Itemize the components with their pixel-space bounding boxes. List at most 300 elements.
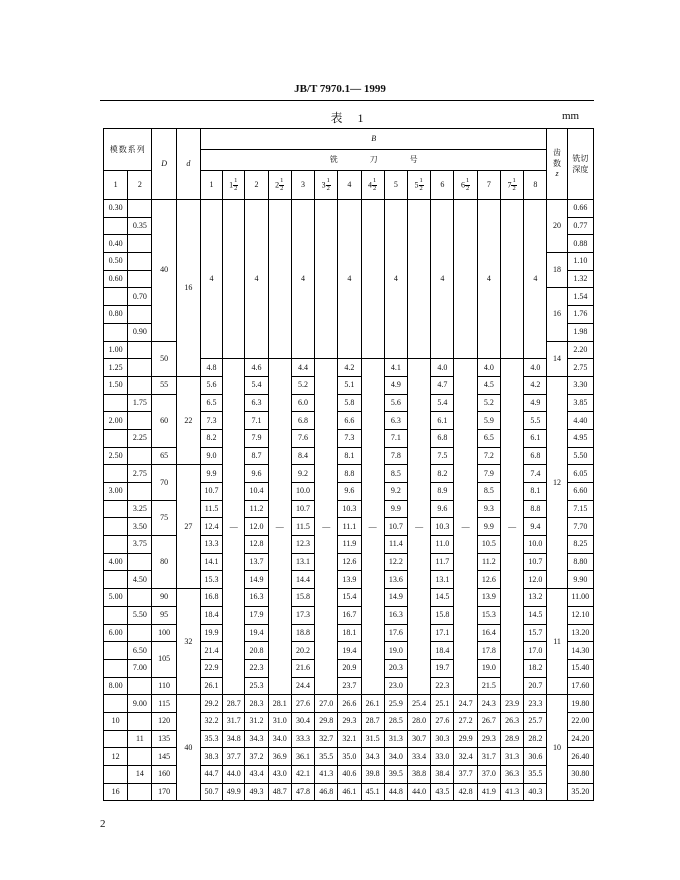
width-cell: 5.6 xyxy=(200,376,222,394)
width-cell: 4.4 xyxy=(291,359,314,377)
width-cell: 7.1 xyxy=(384,429,407,447)
cutter-number-header: 1 xyxy=(200,171,222,200)
depth-cell: 1.32 xyxy=(567,270,593,288)
width-cell: 4.9 xyxy=(384,376,407,394)
module-series-2-cell: 11 xyxy=(128,730,152,748)
width-cell: 8.4 xyxy=(291,447,314,465)
dash-cell: — xyxy=(454,359,477,695)
d-cell: 32 xyxy=(176,589,200,695)
width-cell: 38.8 xyxy=(408,766,431,784)
B-header: B xyxy=(200,129,547,150)
width-cell: 25.7 xyxy=(524,712,547,730)
width-cell: 4 xyxy=(524,200,547,359)
width-cell: 25.4 xyxy=(408,695,431,713)
width-cell: 7.9 xyxy=(477,465,500,483)
width-cell: 12.0 xyxy=(524,571,547,589)
width-cell: 10.0 xyxy=(524,536,547,554)
cutter-number-header: 4 xyxy=(338,171,361,200)
width-cell: 11.5 xyxy=(291,518,314,536)
module-series-1-cell: 10 xyxy=(104,712,128,730)
width-cell: 42.1 xyxy=(291,766,314,784)
module-series-2-cell: 14 xyxy=(128,766,152,784)
depth-cell: 5.50 xyxy=(567,447,593,465)
width-cell: 49.9 xyxy=(223,783,245,801)
module-series-2-cell xyxy=(128,748,152,766)
module-series-1-cell xyxy=(104,571,128,589)
width-cell: 7.1 xyxy=(245,412,268,430)
depth-cell: 1.98 xyxy=(567,323,593,341)
width-cell: 21.5 xyxy=(477,677,500,695)
module-series-1-cell xyxy=(104,465,128,483)
width-cell: 15.4 xyxy=(338,589,361,607)
width-cell: 36.3 xyxy=(500,766,523,784)
width-cell: 10.0 xyxy=(291,483,314,501)
depth-cell: 15.40 xyxy=(567,659,593,677)
width-cell: 37.2 xyxy=(245,748,268,766)
module-series-1-cell: 4.00 xyxy=(104,553,128,571)
module-series-1-cell: 5.00 xyxy=(104,589,128,607)
width-cell: 34.8 xyxy=(223,730,245,748)
width-cell: 35.0 xyxy=(338,748,361,766)
width-cell: 19.4 xyxy=(338,642,361,660)
depth-cell: 8.80 xyxy=(567,553,593,571)
depth-cell: 22.00 xyxy=(567,712,593,730)
width-cell: 34.3 xyxy=(361,748,384,766)
width-cell: 17.1 xyxy=(431,624,454,642)
module-series-1-cell: 2.50 xyxy=(104,447,128,465)
width-cell: 50.7 xyxy=(200,783,222,801)
width-cell: 8.1 xyxy=(524,483,547,501)
depth-cell: 26.40 xyxy=(567,748,593,766)
width-cell: 12.3 xyxy=(291,536,314,554)
module-series-2-cell xyxy=(128,624,152,642)
width-cell: 44.8 xyxy=(384,783,407,801)
depth-cell: 4.40 xyxy=(567,412,593,430)
width-cell: 32.2 xyxy=(200,712,222,730)
width-cell: 22.9 xyxy=(200,659,222,677)
module-series-1-cell: 16 xyxy=(104,783,128,801)
unit-label: mm xyxy=(562,110,580,122)
width-cell: 39.8 xyxy=(361,766,384,784)
D-cell: 120 xyxy=(152,712,176,730)
width-cell: 16.8 xyxy=(200,589,222,607)
width-cell: 5.6 xyxy=(384,394,407,412)
width-cell: 12.0 xyxy=(245,518,268,536)
width-cell: 37.7 xyxy=(223,748,245,766)
width-cell: 4 xyxy=(338,200,361,359)
width-cell: 12.8 xyxy=(245,536,268,554)
width-cell: 29.3 xyxy=(338,712,361,730)
teeth-header: 齿数 z xyxy=(547,129,567,200)
width-cell: 20.8 xyxy=(245,642,268,660)
width-cell: 16.3 xyxy=(384,606,407,624)
width-cell: 9.2 xyxy=(291,465,314,483)
module-series-1-cell: 0.30 xyxy=(104,200,128,218)
teeth-cell: 14 xyxy=(547,341,567,376)
width-cell: 12.6 xyxy=(338,553,361,571)
width-cell: 27.2 xyxy=(454,712,477,730)
width-cell: 17.3 xyxy=(291,606,314,624)
width-cell: 12.2 xyxy=(384,553,407,571)
width-cell: 37.0 xyxy=(477,766,500,784)
module-series-2-cell: 1.75 xyxy=(128,394,152,412)
depth-cell: 1.76 xyxy=(567,306,593,324)
depth-cell: 17.60 xyxy=(567,677,593,695)
width-cell: 18.8 xyxy=(291,624,314,642)
module-series-2-cell: 3.75 xyxy=(128,536,152,554)
width-cell: 27.0 xyxy=(315,695,338,713)
width-cell: 26.7 xyxy=(477,712,500,730)
width-cell: 31.3 xyxy=(500,748,523,766)
width-cell: 26.1 xyxy=(200,677,222,695)
width-cell: 29.9 xyxy=(454,730,477,748)
width-cell: 6.8 xyxy=(524,447,547,465)
width-cell: 44.0 xyxy=(408,783,431,801)
module-series-2-cell xyxy=(128,712,152,730)
width-cell: 22.3 xyxy=(431,677,454,695)
width-cell: 7.4 xyxy=(524,465,547,483)
width-cell: 6.0 xyxy=(291,394,314,412)
width-cell: 44.7 xyxy=(200,766,222,784)
width-cell: 9.0 xyxy=(200,447,222,465)
width-cell: 19.7 xyxy=(431,659,454,677)
width-cell: 17.6 xyxy=(384,624,407,642)
width-cell: 17.8 xyxy=(477,642,500,660)
series-2-header: 2 xyxy=(128,171,152,200)
width-cell: 7.8 xyxy=(384,447,407,465)
width-cell: 9.9 xyxy=(200,465,222,483)
width-cell: 8.1 xyxy=(338,447,361,465)
width-cell: 13.6 xyxy=(384,571,407,589)
depth-cell: 4.95 xyxy=(567,429,593,447)
module-series-2-cell: 9.00 xyxy=(128,695,152,713)
width-cell: 6.8 xyxy=(431,429,454,447)
width-cell: 4.0 xyxy=(477,359,500,377)
table-row xyxy=(104,695,594,713)
cutter-number-header: 5 xyxy=(384,171,407,200)
width-cell: 6.3 xyxy=(384,412,407,430)
width-cell: 9.6 xyxy=(431,500,454,518)
module-series-1-cell xyxy=(104,217,128,235)
D-cell: 170 xyxy=(152,783,176,801)
width-cell: 11.2 xyxy=(245,500,268,518)
width-cell: 4 xyxy=(245,200,268,359)
width-cell: 4 xyxy=(431,200,454,359)
module-series-1-cell: 6.00 xyxy=(104,624,128,642)
width-cell: 4.0 xyxy=(431,359,454,377)
width-cell: 23.3 xyxy=(524,695,547,713)
dash-cell: — xyxy=(361,359,384,695)
width-cell: 15.3 xyxy=(200,571,222,589)
width-cell: 30.3 xyxy=(431,730,454,748)
module-series-2-cell: 0.90 xyxy=(128,323,152,341)
depth-cell: 35.20 xyxy=(567,783,593,801)
D-cell: 90 xyxy=(152,589,176,607)
width-cell: 8.7 xyxy=(245,447,268,465)
width-cell: 11.1 xyxy=(338,518,361,536)
module-series-2-cell: 6.50 xyxy=(128,642,152,660)
cutter-number-header: 5 $\frac{1}{2}$ xyxy=(408,171,431,200)
module-series-2-cell xyxy=(128,253,152,271)
module-series-2-cell xyxy=(128,589,152,607)
module-series-1-cell: 2.00 xyxy=(104,412,128,430)
D-cell: 95 xyxy=(152,606,176,624)
width-cell: 18.4 xyxy=(431,642,454,660)
width-cell: 10.3 xyxy=(338,500,361,518)
depth-cell: 14.30 xyxy=(567,642,593,660)
width-cell: 38.4 xyxy=(431,766,454,784)
module-series-2-cell xyxy=(128,376,152,394)
header-rule xyxy=(100,100,594,101)
width-cell: 18.2 xyxy=(524,659,547,677)
module-series-1-cell xyxy=(104,518,128,536)
width-cell: 11.0 xyxy=(431,536,454,554)
width-cell: 7.5 xyxy=(431,447,454,465)
width-cell: 13.1 xyxy=(431,571,454,589)
width-cell: 15.7 xyxy=(524,624,547,642)
width-cell: 11.9 xyxy=(338,536,361,554)
D-cell: 100 xyxy=(152,624,176,642)
width-cell: 7.6 xyxy=(291,429,314,447)
width-cell: 15.8 xyxy=(291,589,314,607)
width-cell: 10.3 xyxy=(431,518,454,536)
width-cell: 40.3 xyxy=(524,783,547,801)
width-cell: 25.3 xyxy=(245,677,268,695)
width-cell: 4 xyxy=(200,200,222,359)
width-cell-empty xyxy=(223,200,245,359)
width-cell: 13.1 xyxy=(291,553,314,571)
module-series-1-cell xyxy=(104,659,128,677)
depth-cell: 3.85 xyxy=(567,394,593,412)
D-cell: 65 xyxy=(152,447,176,465)
width-cell: 20.9 xyxy=(338,659,361,677)
depth-cell: 30.80 xyxy=(567,766,593,784)
width-cell: 5.2 xyxy=(291,376,314,394)
depth-cell: 13.20 xyxy=(567,624,593,642)
width-cell: 9.6 xyxy=(245,465,268,483)
module-series-2-cell: 4.50 xyxy=(128,571,152,589)
D-cell: 75 xyxy=(152,500,176,535)
D-cell: 50 xyxy=(152,341,176,376)
width-cell: 41.3 xyxy=(315,766,338,784)
module-series-1-cell xyxy=(104,695,128,713)
width-cell: 5.4 xyxy=(431,394,454,412)
width-cell: 12.4 xyxy=(200,518,222,536)
module-series-header: 模数系列 xyxy=(104,129,152,171)
cutter-number-header: 6 $\frac{1}{2}$ xyxy=(454,171,477,200)
d-header: d xyxy=(176,129,200,200)
width-cell: 48.7 xyxy=(268,783,291,801)
width-cell: 36.9 xyxy=(268,748,291,766)
width-cell: 31.7 xyxy=(223,712,245,730)
width-cell: 33.4 xyxy=(408,748,431,766)
width-cell: 28.9 xyxy=(500,730,523,748)
width-cell: 13.9 xyxy=(338,571,361,589)
width-cell: 26.6 xyxy=(338,695,361,713)
width-cell: 17.9 xyxy=(245,606,268,624)
width-cell: 18.4 xyxy=(200,606,222,624)
cutter-number-header: 6 xyxy=(431,171,454,200)
width-cell: 30.4 xyxy=(291,712,314,730)
width-cell: 9.2 xyxy=(384,483,407,501)
width-cell: 27.6 xyxy=(431,712,454,730)
D-cell: 160 xyxy=(152,766,176,784)
width-cell: 4.6 xyxy=(245,359,268,377)
cutter-number-header: 7 xyxy=(477,171,500,200)
width-cell: 10.7 xyxy=(384,518,407,536)
module-series-1-cell xyxy=(104,766,128,784)
width-cell-empty xyxy=(361,200,384,359)
depth-cell: 1.54 xyxy=(567,288,593,306)
module-series-1-cell xyxy=(104,500,128,518)
module-series-2-cell xyxy=(128,447,152,465)
width-cell: 29.3 xyxy=(477,730,500,748)
module-series-2-cell: 3.50 xyxy=(128,518,152,536)
module-series-2-cell xyxy=(128,235,152,253)
width-cell: 46.8 xyxy=(315,783,338,801)
width-cell: 19.9 xyxy=(200,624,222,642)
width-cell: 19.0 xyxy=(477,659,500,677)
width-cell: 8.8 xyxy=(338,465,361,483)
width-cell: 43.0 xyxy=(268,766,291,784)
module-series-2-cell xyxy=(128,359,152,377)
width-cell: 7.9 xyxy=(245,429,268,447)
width-cell: 9.9 xyxy=(477,518,500,536)
module-series-1-cell: 0.80 xyxy=(104,306,128,324)
width-cell: 47.8 xyxy=(291,783,314,801)
width-cell: 9.6 xyxy=(338,483,361,501)
width-cell: 31.5 xyxy=(361,730,384,748)
module-series-1-cell xyxy=(104,288,128,306)
D-cell: 55 xyxy=(152,376,176,394)
width-cell: 16.4 xyxy=(477,624,500,642)
depth-cell: 2.20 xyxy=(567,341,593,359)
width-cell: 21.4 xyxy=(200,642,222,660)
module-series-2-cell: 0.35 xyxy=(128,217,152,235)
width-cell: 21.6 xyxy=(291,659,314,677)
width-cell: 32.1 xyxy=(338,730,361,748)
width-cell-empty xyxy=(315,200,338,359)
D-header: D xyxy=(152,129,176,200)
width-cell: 24.3 xyxy=(477,695,500,713)
width-cell: 23.0 xyxy=(384,677,407,695)
module-series-1-cell: 8.00 xyxy=(104,677,128,695)
module-series-2-cell: 7.00 xyxy=(128,659,152,677)
width-cell: 22.3 xyxy=(245,659,268,677)
module-series-2-cell xyxy=(128,341,152,359)
depth-cell: 11.00 xyxy=(567,589,593,607)
width-cell: 13.9 xyxy=(477,589,500,607)
width-cell: 43.5 xyxy=(431,783,454,801)
D-cell: 70 xyxy=(152,465,176,500)
width-cell: 29.2 xyxy=(200,695,222,713)
width-cell: 16.3 xyxy=(245,589,268,607)
D-cell: 105 xyxy=(152,642,176,677)
depth-cell: 6.05 xyxy=(567,465,593,483)
width-cell: 34.0 xyxy=(384,748,407,766)
cutter-number-header: 7 $\frac{1}{2}$ xyxy=(500,171,523,200)
width-cell: 9.3 xyxy=(477,500,500,518)
width-cell: 10.7 xyxy=(200,483,222,501)
module-series-1-cell xyxy=(104,429,128,447)
width-cell: 35.3 xyxy=(200,730,222,748)
width-cell: 33.0 xyxy=(431,748,454,766)
module-series-1-cell xyxy=(104,394,128,412)
depth-cell: 7.15 xyxy=(567,500,593,518)
width-cell: 7.3 xyxy=(200,412,222,430)
depth-cell: 6.60 xyxy=(567,483,593,501)
width-cell: 19.4 xyxy=(245,624,268,642)
module-series-1-cell xyxy=(104,642,128,660)
width-cell: 30.6 xyxy=(524,748,547,766)
width-cell: 7.3 xyxy=(338,429,361,447)
cutter-number-header: 3 xyxy=(291,171,314,200)
width-cell: 32.7 xyxy=(315,730,338,748)
depth-cell: 19.80 xyxy=(567,695,593,713)
width-cell: 28.7 xyxy=(223,695,245,713)
width-cell: 11.5 xyxy=(200,500,222,518)
page-number: 2 xyxy=(100,818,106,830)
width-cell: 13.2 xyxy=(524,589,547,607)
module-series-2-cell xyxy=(128,412,152,430)
width-cell: 5.2 xyxy=(477,394,500,412)
width-cell: 42.8 xyxy=(454,783,477,801)
d-cell: 16 xyxy=(176,200,200,377)
module-series-1-cell: 0.50 xyxy=(104,253,128,271)
teeth-cell: 12 xyxy=(547,376,567,588)
width-cell: 43.4 xyxy=(245,766,268,784)
D-cell: 80 xyxy=(152,536,176,589)
width-cell: 25.1 xyxy=(431,695,454,713)
width-cell: 34.3 xyxy=(245,730,268,748)
width-cell: 28.2 xyxy=(524,730,547,748)
D-cell: 40 xyxy=(152,200,176,342)
width-cell: 29.8 xyxy=(315,712,338,730)
width-cell: 20.2 xyxy=(291,642,314,660)
depth-cell: 7.70 xyxy=(567,518,593,536)
depth-cell: 0.77 xyxy=(567,217,593,235)
d-cell: 40 xyxy=(176,695,200,801)
module-series-2-cell xyxy=(128,200,152,218)
width-cell: 28.3 xyxy=(245,695,268,713)
cutter-number-header: 8 xyxy=(524,171,547,200)
width-cell: 44.0 xyxy=(223,766,245,784)
d-cell: 22 xyxy=(176,376,200,464)
depth-cell: 9.90 xyxy=(567,571,593,589)
width-cell: 31.2 xyxy=(245,712,268,730)
module-series-2-cell xyxy=(128,270,152,288)
width-cell: 28.0 xyxy=(408,712,431,730)
width-cell: 25.9 xyxy=(384,695,407,713)
width-cell: 8.2 xyxy=(431,465,454,483)
module-series-2-cell xyxy=(128,553,152,571)
module-series-1-cell: 0.60 xyxy=(104,270,128,288)
width-cell: 4.7 xyxy=(431,376,454,394)
width-cell: 13.3 xyxy=(200,536,222,554)
width-cell: 6.3 xyxy=(245,394,268,412)
width-cell: 34.0 xyxy=(268,730,291,748)
width-cell: 23.7 xyxy=(338,677,361,695)
module-series-2-cell xyxy=(128,783,152,801)
module-series-1-cell: 1.25 xyxy=(104,359,128,377)
width-cell: 35.5 xyxy=(315,748,338,766)
cutter-number-header: 3 $\frac{1}{2}$ xyxy=(315,171,338,200)
module-series-2-cell: 2.75 xyxy=(128,465,152,483)
width-cell: 20.7 xyxy=(524,677,547,695)
cutter-number-header: 2 $\frac{1}{2}$ xyxy=(268,171,291,200)
width-cell: 24.7 xyxy=(454,695,477,713)
module-series-2-cell: 3.25 xyxy=(128,500,152,518)
